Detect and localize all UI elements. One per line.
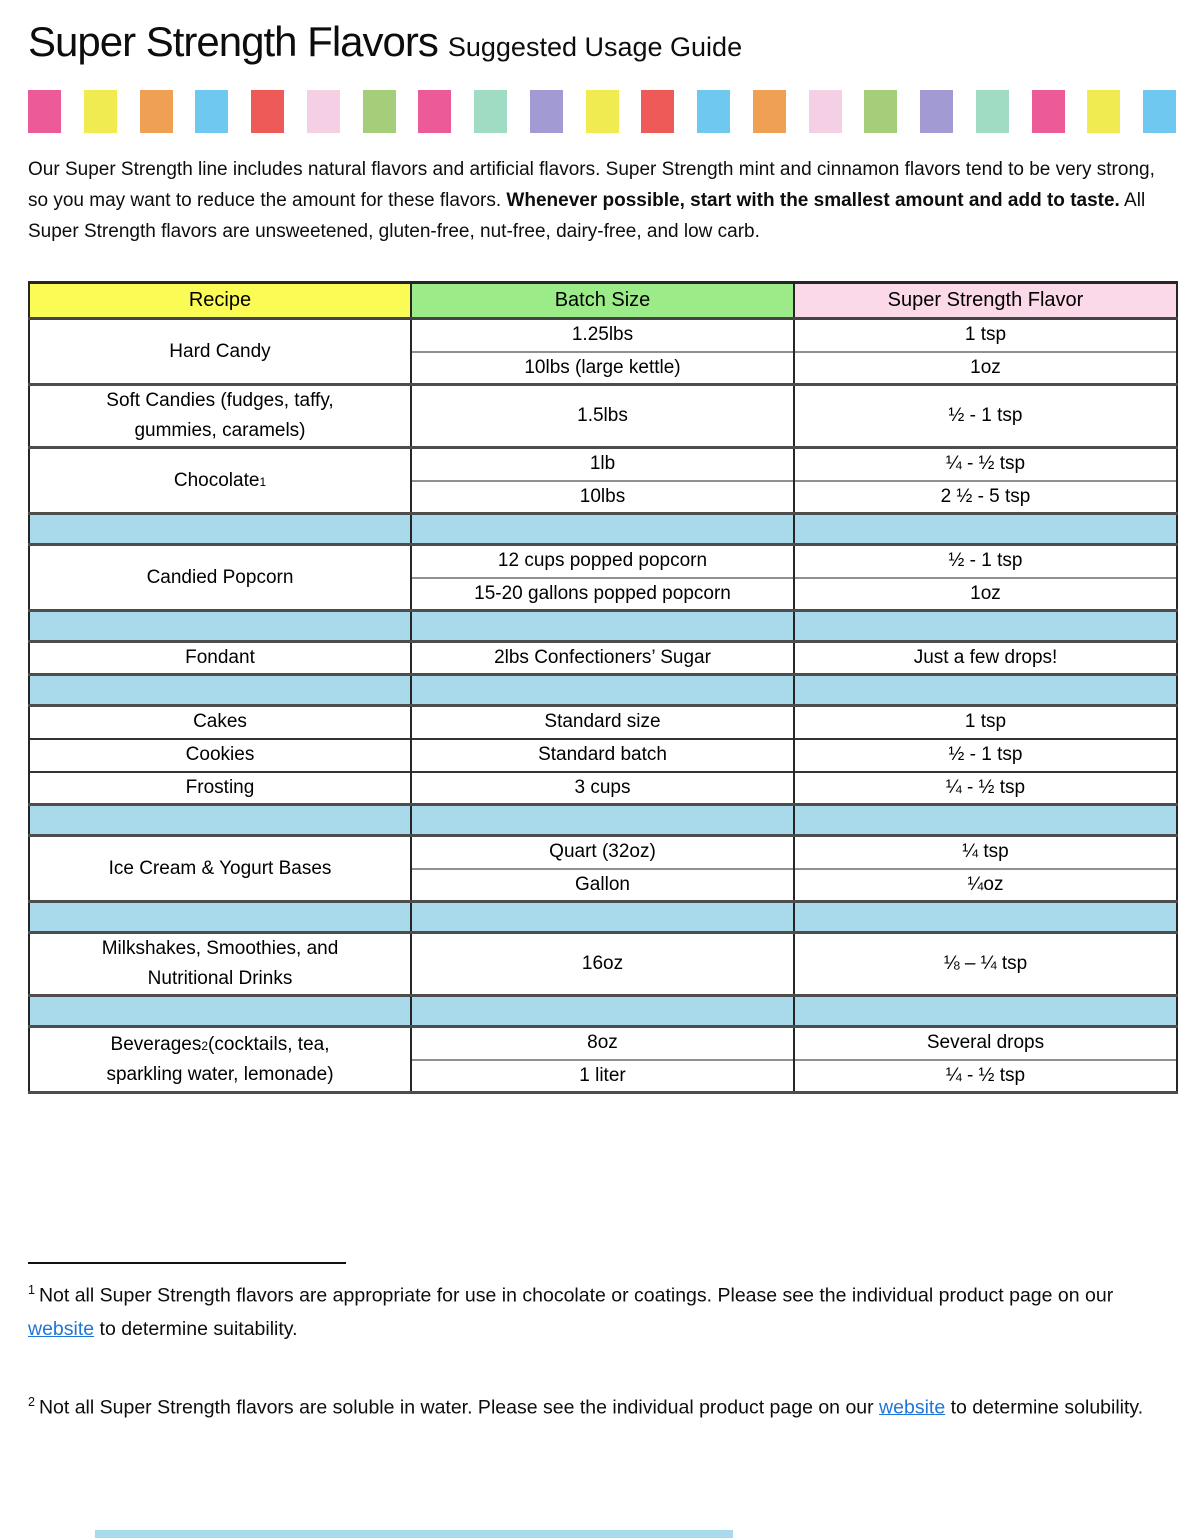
flavor-cell: ½ - 1 tsp [794,545,1177,578]
spacer-cell [411,675,794,706]
batch-size-cell: Standard batch [411,739,794,772]
batch-size-cell: Gallon [411,869,794,902]
page-header [28,0,1176,66]
color-swatch [697,90,730,133]
flavor-cell: ¼ - ½ tsp [794,448,1177,481]
batch-size-cell: 3 cups [411,772,794,805]
flavor-cell: ¼ - ½ tsp [794,1060,1177,1093]
spacer-cell [29,514,411,545]
color-swatch [195,90,228,133]
spacer-row [29,805,1177,836]
color-swatch [84,90,117,133]
color-swatch [1032,90,1065,133]
usage-guide-table [28,281,1178,1094]
flavor-cell: ¼oz [794,869,1177,902]
recipe-label: Beverages [110,1033,202,1055]
spacer-cell [794,675,1177,706]
color-swatch [28,90,61,133]
table-row [29,706,1177,739]
spacer-row [29,675,1177,706]
footnote-2 [28,1386,1176,1425]
color-swatch [307,90,340,133]
spacer-cell [411,514,794,545]
column-header-flavor: Super Strength Flavor [794,283,1177,319]
intro-bold-text: Whenever possible, start with the smallest amount and add to taste. [506,190,1120,211]
recipe-label: Cookies [185,744,255,765]
spacer-cell [794,805,1177,836]
spacer-cell [29,996,411,1027]
table-row [29,1027,1177,1060]
recipe-cell [29,772,411,805]
spacer-row [29,902,1177,933]
flavor-cell: ½ - 1 tsp [794,739,1177,772]
website-link[interactable]: website [28,1317,95,1340]
color-swatch [809,90,842,133]
spacer-cell [794,514,1177,545]
batch-size-cell: 12 cups popped popcorn [411,545,794,578]
color-swatch [251,90,284,133]
page-subtitle: Suggested Usage Guide [447,32,743,62]
intro-text-1: Our Super Strength line includes natural flavors and artificial flavors. Super Strength mint and cinnamon flavors tend to be very strong, so you may want to reduce the amount for these flavors. [28,159,1155,211]
table-row [29,772,1177,805]
spacer-cell [411,611,794,642]
recipe-cell [29,448,411,514]
table-row [29,933,1177,996]
footnote-marker: 1 [28,1283,35,1297]
spacer-cell [29,611,411,642]
recipe-cell [29,545,411,611]
color-swatch [753,90,786,133]
footnote-text: to determine suitability. [94,1317,298,1340]
page-title: Super Strength Flavors [28,18,438,65]
batch-size-cell: 1 liter [411,1060,794,1093]
color-swatch [864,90,897,133]
spacer-cell [29,902,411,933]
batch-size-cell: 8oz [411,1027,794,1060]
flavor-cell: ¼ tsp [794,836,1177,869]
spacer-row [29,514,1177,545]
footnote-text: Not all Super Strength flavors are appropriate for use in chocolate or coatings. Please see the individual product page on our [38,1284,1114,1307]
footnote-separator [28,1262,346,1264]
recipe-cell [29,739,411,772]
flavor-cell: ¼ - ½ tsp [794,772,1177,805]
intro-paragraph [28,154,1176,247]
flavor-cell: ⅛ – ¼ tsp [794,933,1177,996]
footnote-1 [28,1274,1176,1346]
table-row [29,545,1177,578]
color-swatch [641,90,674,133]
website-link[interactable]: website [879,1396,946,1418]
spacer-cell [794,902,1177,933]
footnote-reference: 1 [259,474,267,489]
table-row [29,319,1177,352]
color-swatch [976,90,1009,133]
recipe-cell [29,1027,411,1093]
color-swatch [363,90,396,133]
footnote-reference: 2 [201,1038,209,1053]
color-swatch [920,90,953,133]
spacer-cell [411,902,794,933]
color-swatch [1143,90,1176,133]
color-swatch [474,90,507,133]
table-row [29,739,1177,772]
flavor-cell: 1 tsp [794,319,1177,352]
table-row [29,836,1177,869]
flavor-cell: 1 tsp [794,706,1177,739]
batch-size-cell: Standard size [411,706,794,739]
batch-size-cell: Quart (32oz) [411,836,794,869]
recipe-cell [29,933,411,996]
recipe-cell [29,642,411,675]
recipe-label: Soft Candies (fudges, taffy, gummies, caramels) [106,390,334,441]
recipe-label-suffix: (cocktails, tea, sparkling water, lemonade) [106,1033,334,1085]
batch-size-cell: 1.25lbs [411,319,794,352]
recipe-cell [29,319,411,385]
flavor-cell: 1oz [794,578,1177,611]
batch-size-cell: 10lbs [411,481,794,514]
batch-size-cell: 2lbs Confectioners’ Sugar [411,642,794,675]
batch-size-cell: 16oz [411,933,794,996]
next-page-table-row-edge [95,1530,733,1538]
footnote-marker: 2 [28,1394,35,1409]
recipe-label: Ice Cream & Yogurt Bases [108,857,332,879]
table-row [29,642,1177,675]
recipe-label: Candied Popcorn [146,566,294,588]
intro-text-2: All Super Strength flavors are unsweetened, gluten-free, nut-free, dairy-free, and low carb. [28,190,1146,242]
recipe-label: Milkshakes, Smoothies, and Nutritional Drinks [101,938,339,989]
recipe-label: Chocolate [173,469,260,491]
recipe-cell [29,706,411,739]
spacer-cell [794,611,1177,642]
flavor-cell: ½ - 1 tsp [794,385,1177,448]
table-row [29,385,1177,448]
recipe-label: Fondant [185,647,255,668]
spacer-row [29,611,1177,642]
recipe-cell [29,385,411,448]
table-row [29,448,1177,481]
footnote-text: Not all Super Strength flavors are soluble in water. Please see the individual product page on our [38,1396,880,1418]
batch-size-cell: 1lb [411,448,794,481]
flavor-cell: 2 ½ - 5 tsp [794,481,1177,514]
spacer-cell [411,805,794,836]
recipe-cell [29,836,411,902]
batch-size-cell: 1.5lbs [411,385,794,448]
batch-size-cell: 15-20 gallons popped popcorn [411,578,794,611]
color-palette-strip [28,90,1176,133]
recipe-label: Cakes [193,711,247,733]
spacer-cell [29,805,411,836]
footnote-text: to determine solubility. [945,1396,1144,1418]
color-swatch [530,90,563,133]
spacer-cell [29,675,411,706]
table-header-row [29,283,1177,319]
color-swatch [418,90,451,133]
batch-size-cell: 10lbs (large kettle) [411,352,794,385]
color-swatch [1087,90,1120,133]
flavor-cell: Just a few drops! [794,642,1177,675]
spacer-row [29,996,1177,1027]
color-swatch [586,90,619,133]
recipe-label: Hard Candy [169,340,271,362]
spacer-cell [794,996,1177,1027]
column-header-recipe: Recipe [29,283,411,319]
flavor-cell: Several drops [794,1027,1177,1060]
recipe-label: Frosting [185,776,255,798]
spacer-cell [411,996,794,1027]
color-swatch [140,90,173,133]
column-header-batch-size: Batch Size [411,283,794,319]
flavor-cell: 1oz [794,352,1177,385]
